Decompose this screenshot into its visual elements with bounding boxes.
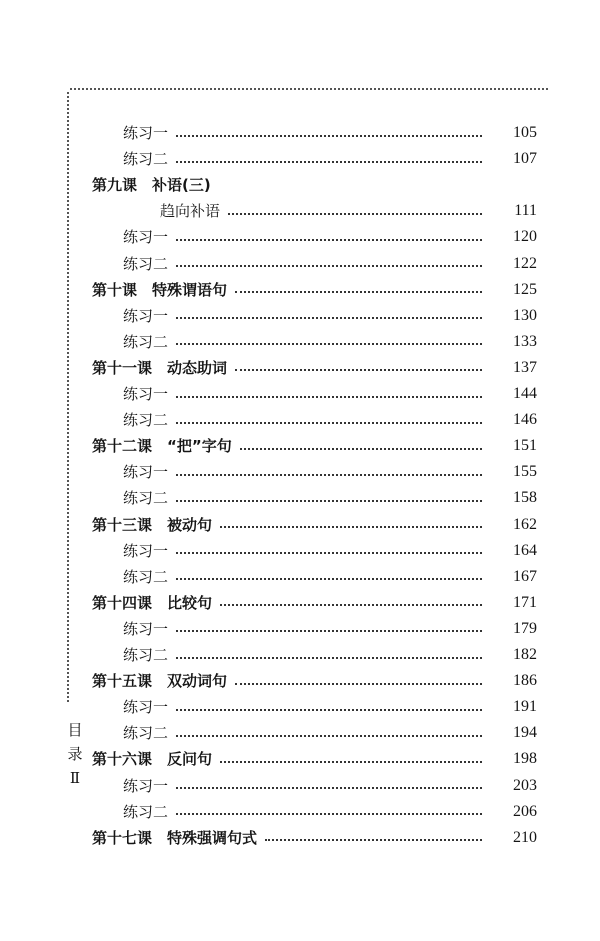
toc-exercise-entry [0,642,537,668]
toc-page-number: 206 [513,802,537,820]
toc-page-number: 171 [513,593,537,611]
toc-dot-leader [176,473,482,476]
toc-page-number: 107 [513,150,537,168]
toc-page-number: 155 [513,463,537,481]
toc-entry-title: 练习二 [123,724,169,743]
toc-dot-leader [176,134,482,137]
toc-entry-title: 练习一 [123,619,169,638]
toc-page-number: 198 [513,750,537,768]
toc-page-number: 130 [513,306,537,324]
side-label-page: Ⅱ [69,769,81,787]
toc-entry-title: 练习二 [123,489,169,508]
toc-dot-leader [176,734,482,737]
toc-exercise-entry [0,485,537,511]
toc-dot-leader [176,786,482,789]
toc-entry-title: 趋向补语 [160,202,221,221]
toc-entry-title: 第九课 补语(三) [92,176,211,195]
toc-dot-leader [220,603,482,606]
toc-dot-leader [235,682,482,685]
toc-page-number: 182 [513,646,537,663]
toc-dot-leader [176,264,482,267]
toc-dot-leader [228,212,482,215]
toc-exercise-entry [0,198,537,224]
toc-exercise-entry [0,564,537,590]
toc-entry-title: 第十三课 被动句 [92,515,213,534]
toc-page-number: 191 [513,698,537,716]
toc-dot-leader [176,629,482,632]
side-label-char: 录 [67,745,83,763]
toc-exercise-entry [0,303,537,329]
toc-dot-leader [176,238,482,241]
toc-chapter-entry [0,825,537,851]
side-label-char: 目 [67,721,83,739]
toc-page-number: 203 [513,776,537,794]
toc-dot-leader [235,368,482,371]
toc-entry-title: 练习二 [123,254,169,273]
toc-page-number: 122 [513,254,537,272]
toc-exercise-entry [0,407,537,433]
toc-page-number: 194 [513,724,537,742]
toc-entry-title: 练习一 [123,228,169,247]
toc-exercise-entry [0,329,537,355]
toc-dot-leader [176,421,482,424]
toc-entry-title: 练习一 [123,463,169,482]
toc-exercise-entry [0,120,537,146]
toc-exercise-entry [0,381,537,407]
side-label [63,718,87,790]
toc-page-number: 210 [513,828,537,846]
toc-dot-leader [176,708,482,711]
toc-exercise-entry [0,538,537,564]
toc-page-number: 164 [513,541,537,559]
toc-dot-leader [176,656,482,659]
toc-entry-title: 练习二 [123,150,169,169]
toc-dot-leader [176,160,482,163]
toc-dot-leader [220,760,482,763]
toc-exercise-entry [0,146,537,172]
toc-dot-leader [240,447,482,450]
toc-exercise-entry [0,251,537,277]
toc-chapter-entry [0,277,537,303]
toc-entry-title: 第十六课 反问句 [92,750,213,769]
toc-page-number: 151 [513,437,537,455]
toc-chapter-entry [0,590,537,616]
decorative-border-top [70,88,548,104]
toc-entry-title: 第十课 特殊谓语句 [92,280,228,299]
toc-dot-leader [265,838,482,841]
toc-dot-leader [176,342,482,345]
toc-exercise-entry [0,799,537,825]
toc-exercise-entry [0,694,537,720]
toc-page-number: 179 [513,619,537,637]
toc-page-number: 158 [513,489,537,507]
toc-dot-leader [176,395,482,398]
toc-entry-title: 练习二 [123,802,169,821]
toc-entry-title: 练习一 [123,306,169,325]
toc-entry-title: 练习二 [123,646,169,664]
toc-entry-title: 第十七课 特殊强调句式 [92,828,258,847]
toc-dot-leader [235,290,482,293]
toc-chapter-entry [0,172,537,198]
toc-entry-title: 练习二 [123,567,169,586]
toc-exercise-entry [0,224,537,250]
toc-entry-title: 练习二 [123,411,169,430]
toc-entry-title: 第十四课 比较句 [92,593,213,612]
toc-dot-leader [176,316,482,319]
toc-entry-title: 练习一 [123,776,169,795]
toc-page-number: 146 [513,411,537,429]
toc-exercise-entry [0,616,537,642]
toc-chapter-entry [0,355,537,381]
toc-dot-leader [176,812,482,815]
toc-page-number: 167 [513,567,537,585]
toc-chapter-entry [0,433,537,459]
toc-entry-title: 第十五课 双动词句 [92,672,228,691]
toc-page-number: 162 [513,515,537,533]
toc-page-number: 105 [513,124,537,141]
toc-page-number: 111 [514,202,537,220]
toc-chapter-entry [0,668,537,694]
toc-dot-leader [176,577,482,580]
toc-entry-title: 第十一课 动态助词 [92,358,228,377]
toc-dot-leader [220,525,482,528]
toc-page-number: 125 [513,280,537,298]
toc-page-number: 120 [513,228,537,246]
toc-page-number: 186 [513,672,537,690]
toc-chapter-entry [0,512,537,538]
toc-entry-title: 练习一 [123,541,169,560]
toc-dot-leader [176,551,482,554]
toc-page-number: 144 [513,385,537,402]
toc-entry-title: 练习一 [123,385,169,403]
toc-exercise-entry [0,459,537,485]
toc-page-number: 133 [513,332,537,350]
toc-entry-title: 练习一 [123,698,169,717]
toc-page-number: 137 [513,358,537,376]
toc-dot-leader [176,499,482,502]
toc-entry-title: 练习二 [123,332,169,351]
toc-entry-title: 练习一 [123,124,169,142]
toc-entry-title: 第十二课 “把”字句 [92,437,232,456]
